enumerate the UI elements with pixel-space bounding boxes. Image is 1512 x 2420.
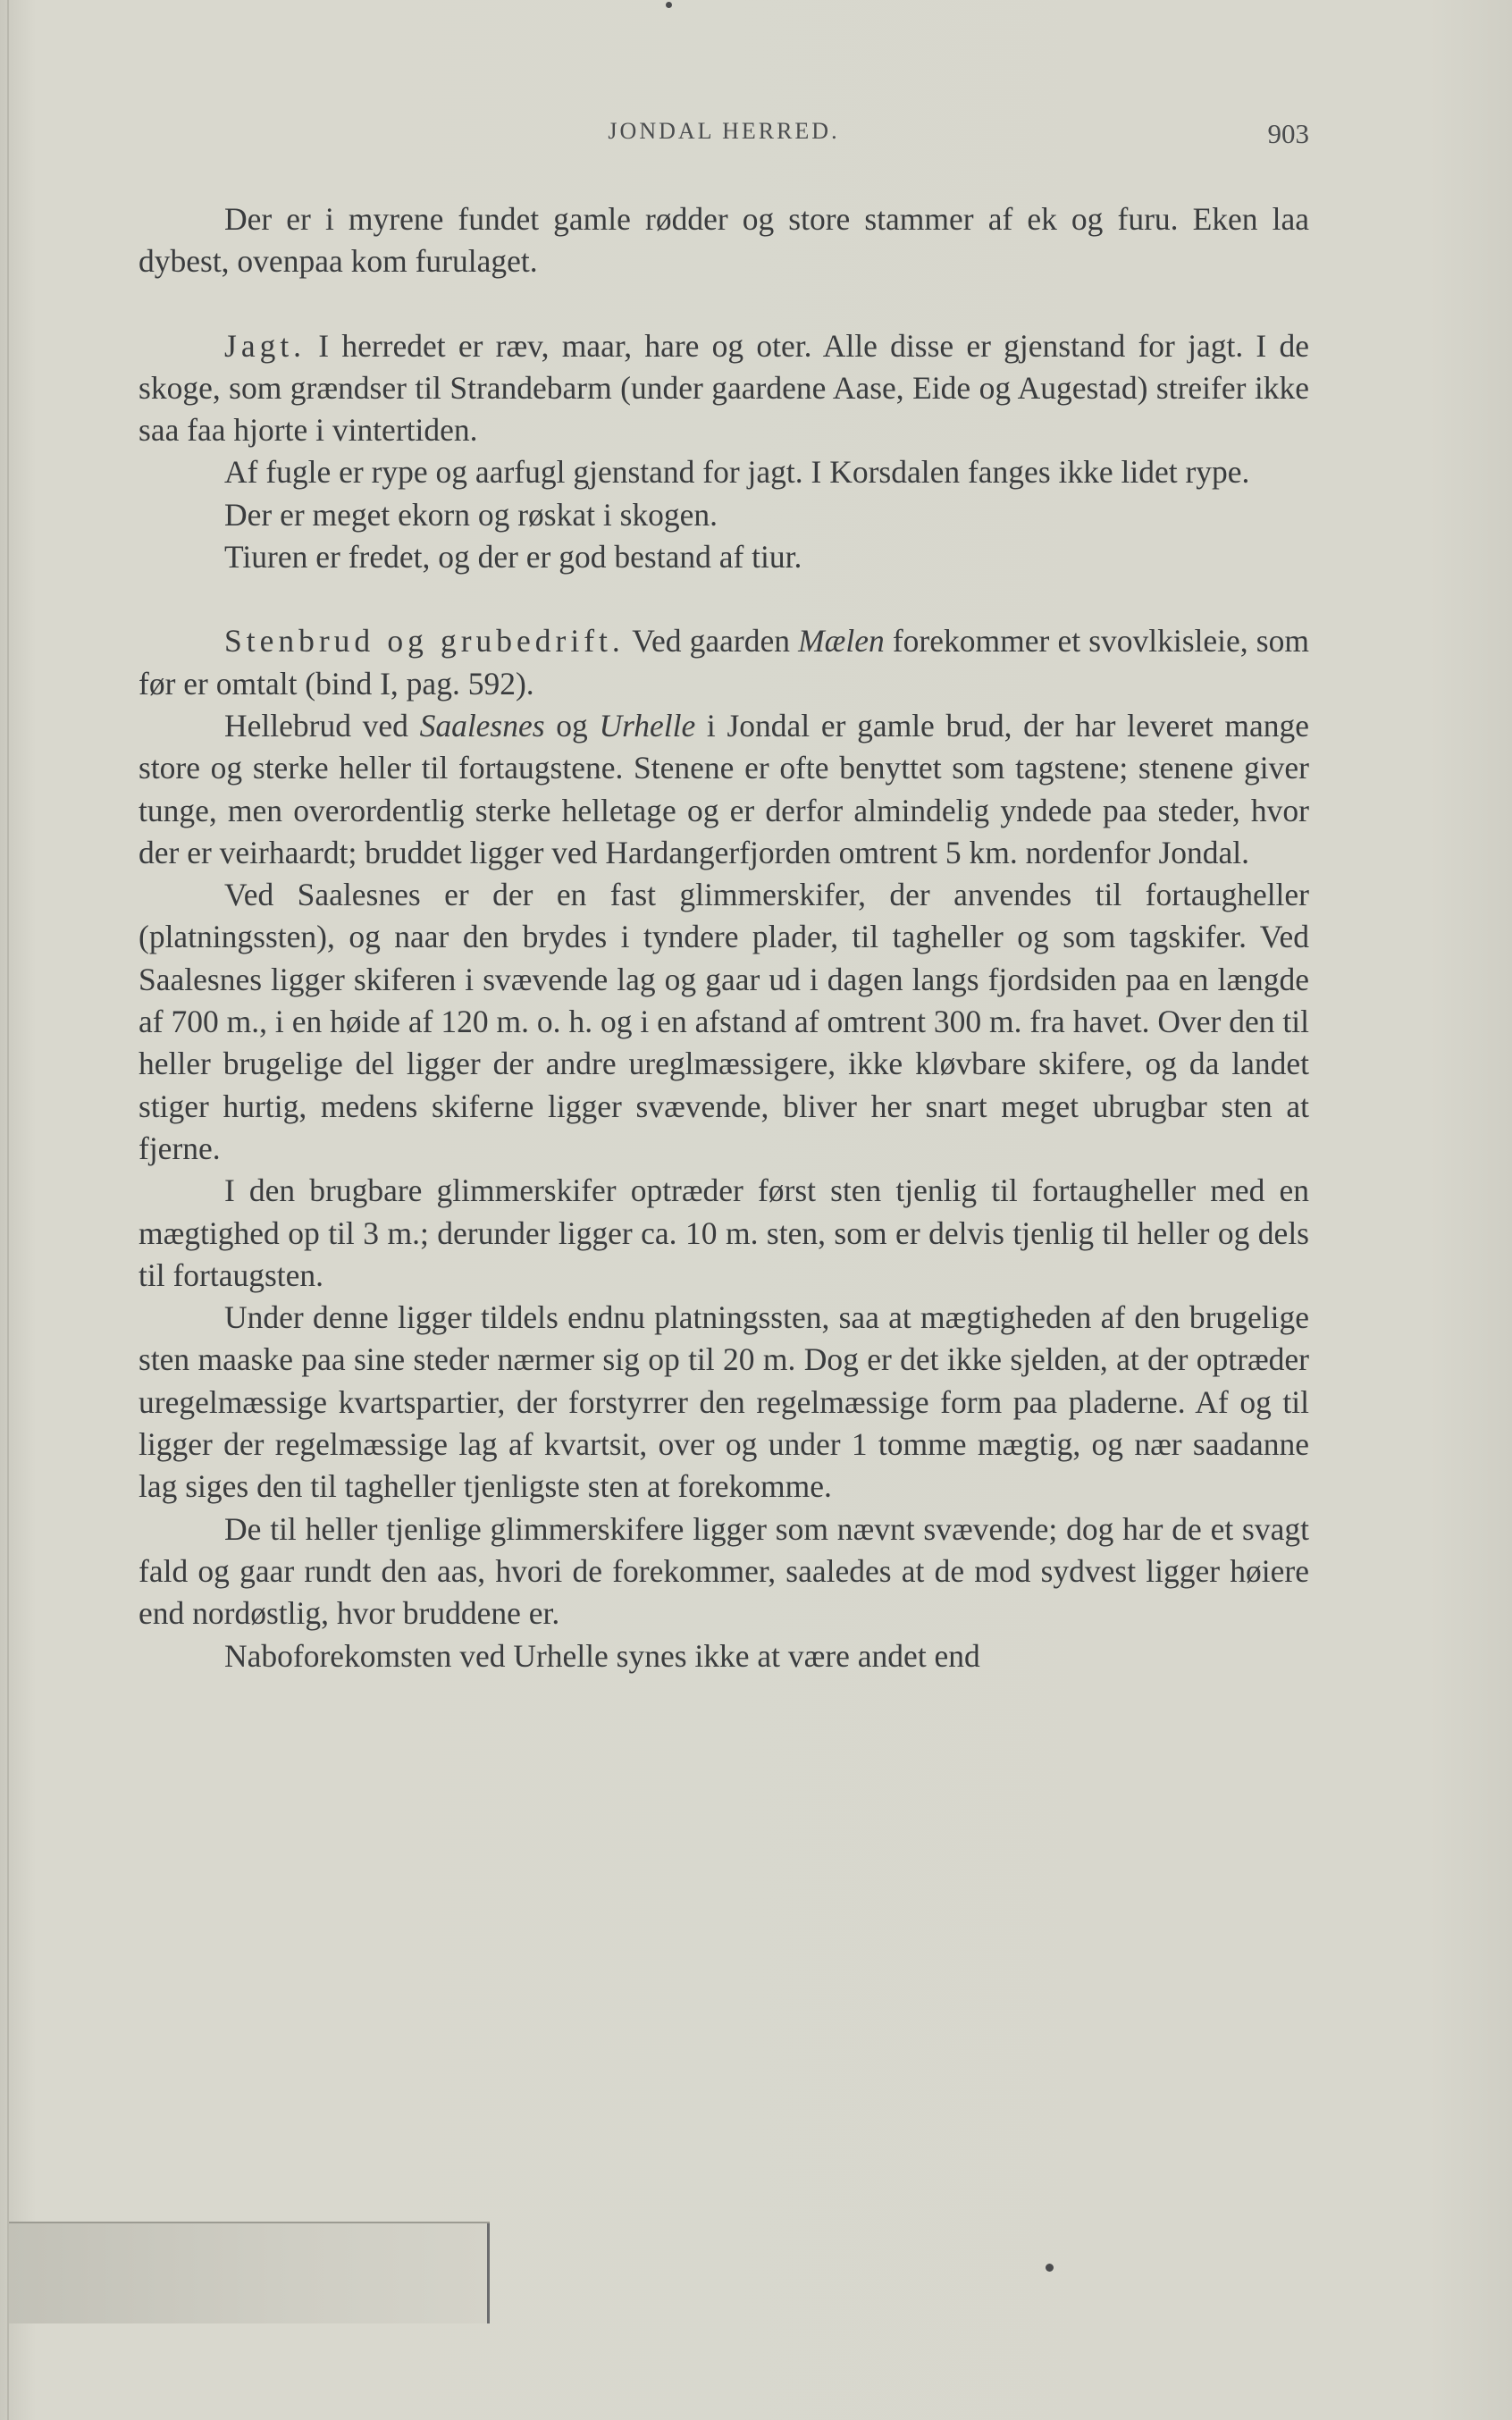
paragraph-7: Hellebrud ved Saalesnes og Urhelle i Jondal er gamle brud, der har leveret mange store og sterke heller til fortaugstene. Stenene er ofte benyttet som tagstene; stenene giver tunge, men overordentlig sterke helletage og er derfor almindelig yndede paa steder, hvor der er veirhaardt; bruddet ligger ved Hardangerfjorden omtrent 5 km. nordenfor Jondal. <box>139 707 1309 870</box>
body-text <box>139 198 1309 1677</box>
paragraph-11: De til heller tjenlige glimmerskifere ligger som nævnt svævende; dog har de et svagt fald og gaar rundt den aas, hvori de forekommer, saaledes at de mod sydvest ligger høiere end nordøstlig, hvor bruddene er. <box>139 1510 1309 1632</box>
section-lead-jagt: Jagt. <box>224 327 307 364</box>
place-name: Mælen <box>798 623 885 660</box>
paragraph-jagt: Jagt. I herredet er ræv, maar, hare og oter. Alle disse er gjenstand for jagt. I de skoge, som grændser til Strandebarm (under gaardene Aase, Eide og Augestad) streifer ikke saa faa hjorte i vintertiden. <box>139 327 1309 449</box>
ink-speck <box>1046 2264 1054 2272</box>
paragraph-12: Naboforekomsten ved Urhelle synes ikke at være andet end <box>224 1637 980 1674</box>
section-lead-stenbrud: Stenbrud og grubedrift. <box>224 623 625 660</box>
scan-artifact-strip <box>9 2223 490 2323</box>
paragraph-stenbrud: Stenbrud og grubedrift. Ved gaarden Mælen forekommer et svovlkisleie, som før er omtalt (bind I, pag. 592). <box>139 623 1309 702</box>
place-name: Saalesnes <box>419 707 545 744</box>
paragraph-10: Under denne ligger tildels endnu platningssten, saa at mægtigheden af den brugelige sten maaske paa sine steder nærmer sig op til 20 m. Dog er det ikke sjelden, at der optræder uregelmæssige kvartspartier, der forstyrrer den regelmæssige form paa pladerne. Af og til ligger der regelmæssige lag af kvartsit, over og under 1 tomme mægtig, og nær saadanne lag siges den til tagheller tjenligste sten at forekomme. <box>139 1299 1309 1505</box>
running-title: JONDAL HERRED. <box>608 118 840 144</box>
paragraph-9: I den brugbare glimmerskifer optræder først sten tjenlig til fortaugheller med en mægtighed op til 3 m.; derunder ligger ca. 10 m. sten, som er delvis tjenlig til heller og dels til fortaugsten. <box>139 1172 1309 1293</box>
page-number: 903 <box>1267 118 1309 149</box>
paragraph-3: Af fugle er rype og aarfugl gjenstand for jagt. I Korsdalen fanges ikke lidet rype. <box>224 454 1250 491</box>
ink-speck <box>666 2 672 8</box>
place-name: Urhelle <box>599 707 696 744</box>
paragraph-5: Tiuren er fredet, og der er god bestand af tiur. <box>224 539 802 576</box>
page-edge <box>7 0 9 2420</box>
page-header <box>139 118 1309 154</box>
paragraph-1: Der er i myrene fundet gamle rødder og store stammer af ek og furu. Eken laa dybest, ovenpaa kom furulaget. <box>139 201 1309 280</box>
paragraph-4: Der er meget ekorn og røskat i skogen. <box>224 496 718 533</box>
paragraph-8: Ved Saalesnes er der en fast glimmerskifer, der anvendes til fortaugheller (platningssten), og naar den brydes i tyndere plader, til tagheller og som tagskifer. Ved Saalesnes ligger skiferen i svævende lag og gaar ud i dagen langs fjordsiden paa en længde af 700 m., i en høide af 120 m. o. h. og i en afstand af omtrent 300 m. fra havet. Over den til heller brugelige del ligger der andre ureglmæssigere, ikke kløvbare skifere, og da landet stiger hurtig, medens skiferne ligger svævende, bliver her snart meget ubrugbar sten at fjerne. <box>139 877 1309 1166</box>
